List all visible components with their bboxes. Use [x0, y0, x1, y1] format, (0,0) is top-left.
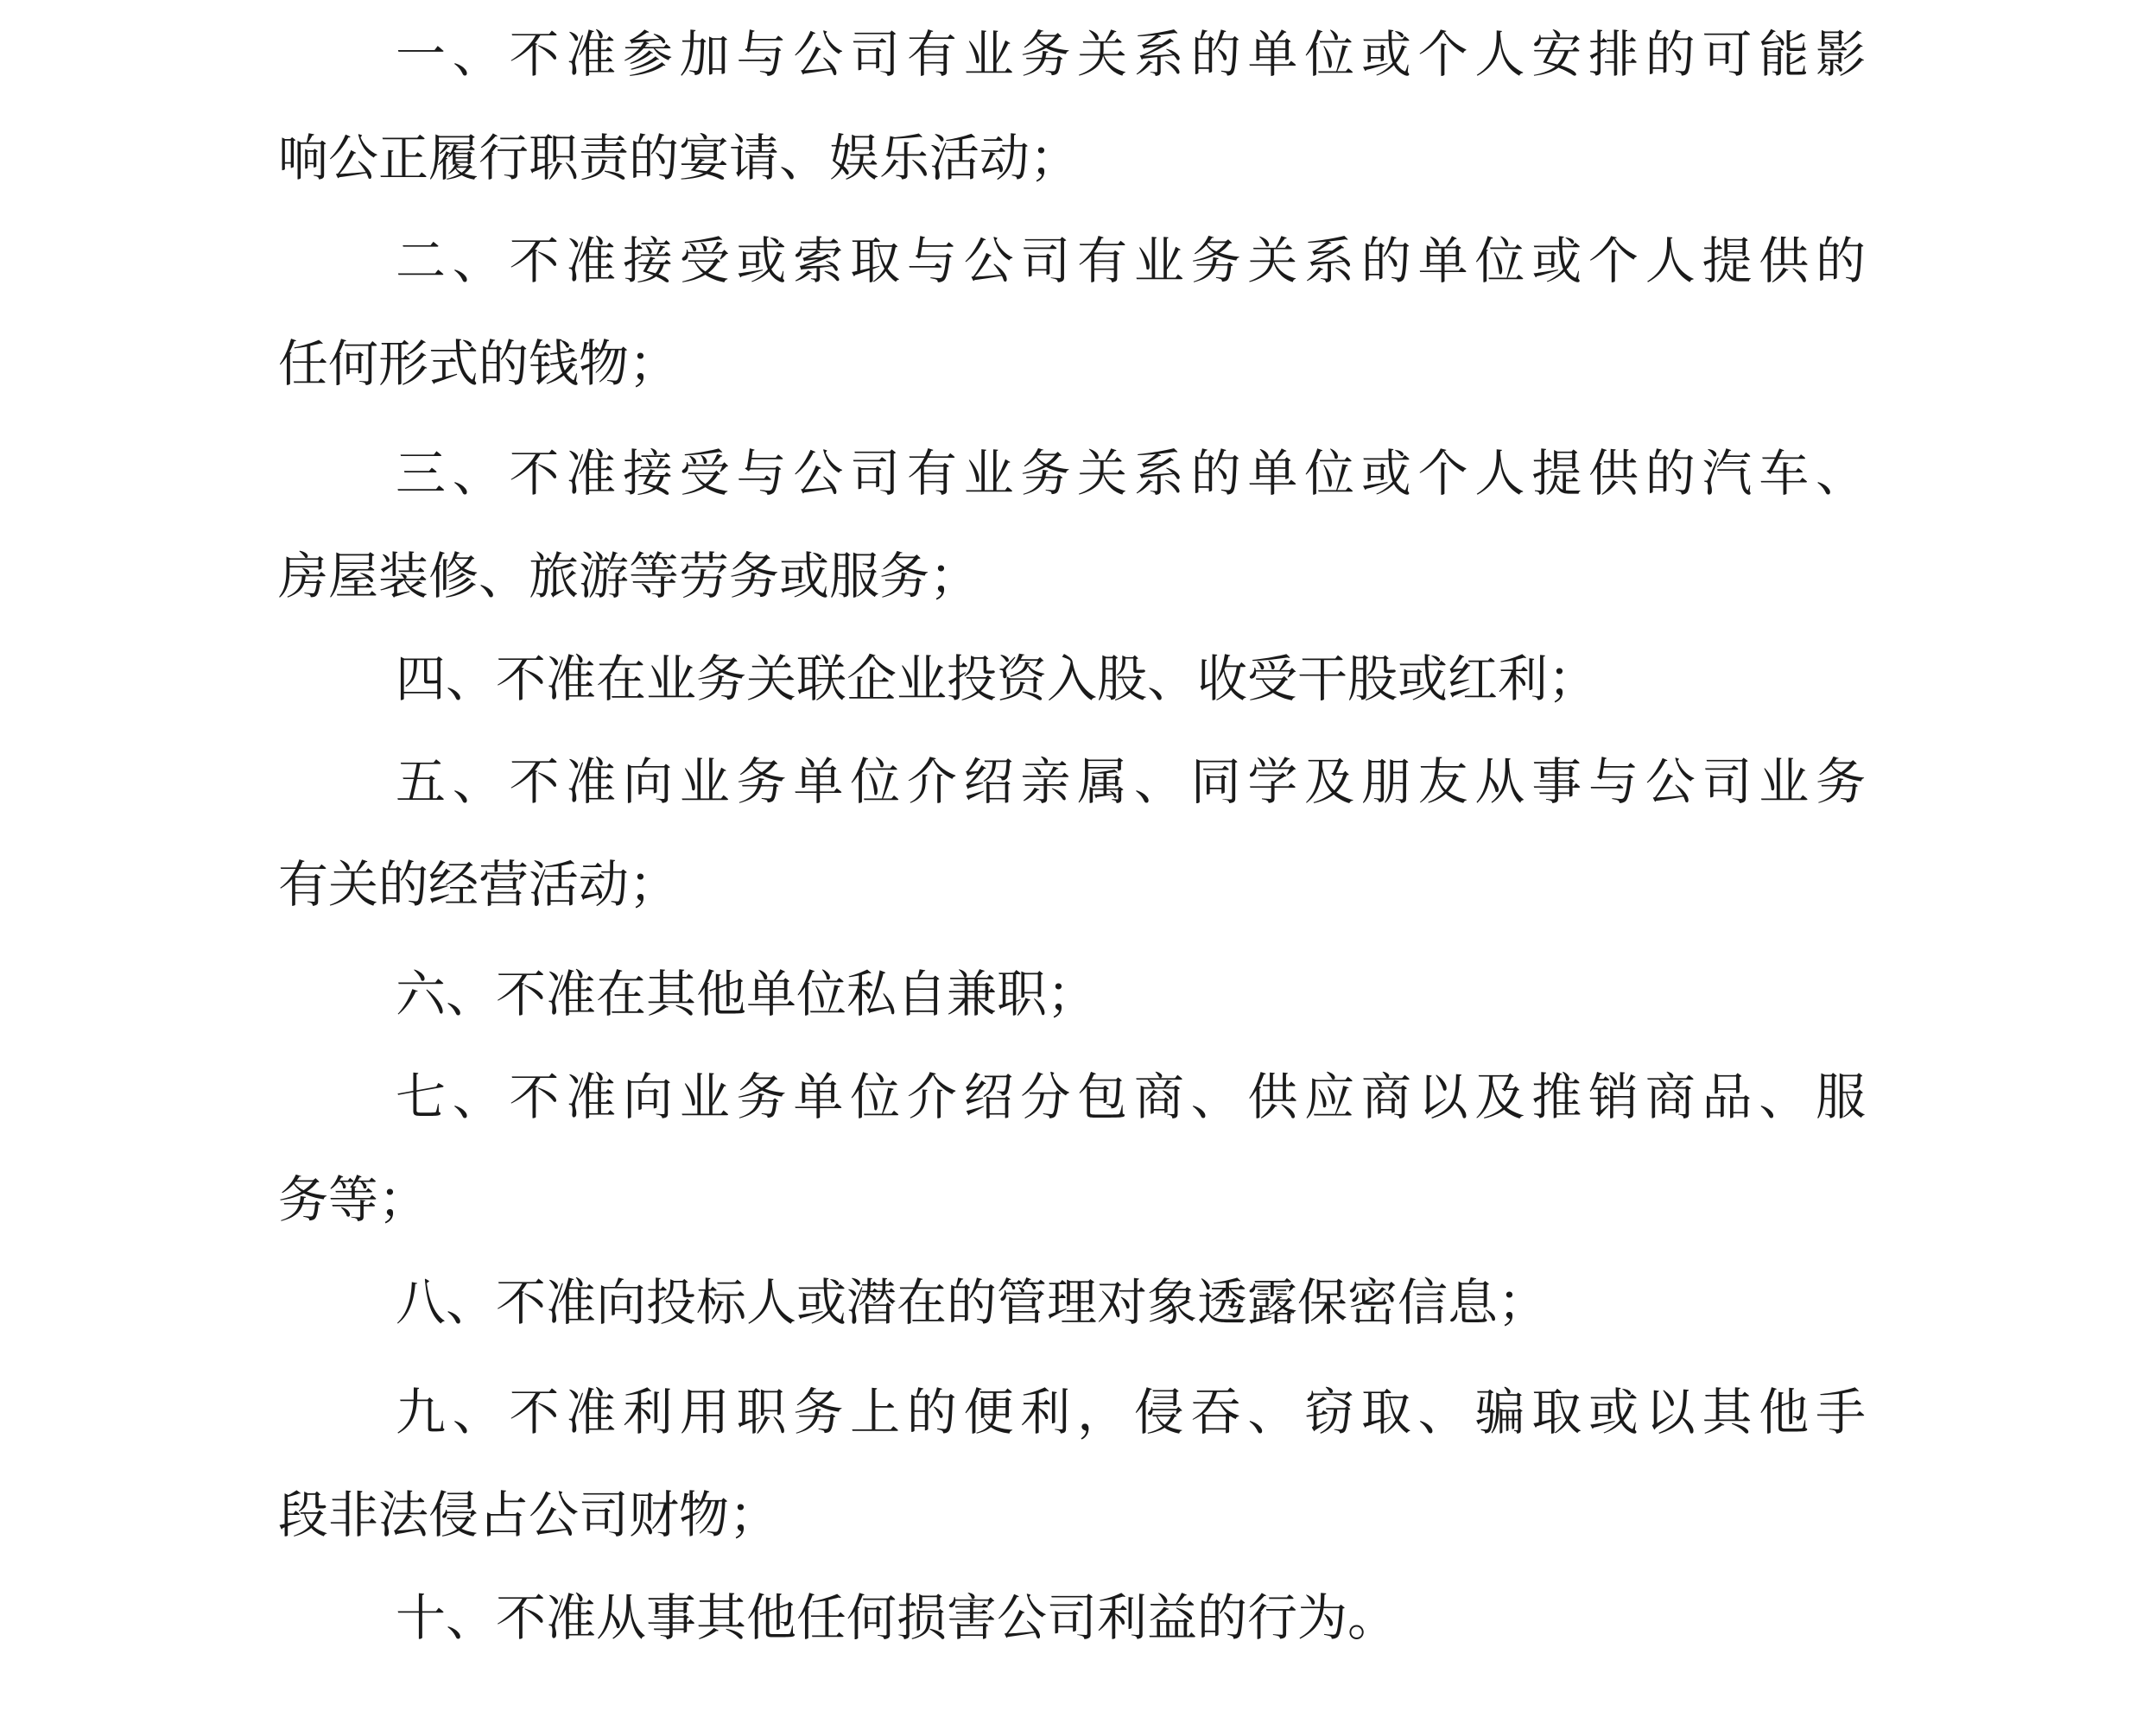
clause-line: 三、不准接受与公司有业务关系的单位或个人提供的汽车、 [396, 444, 1866, 503]
clause-continuation-line: 任何形式的钱物； [278, 334, 680, 393]
clause-line: 五、不准向业务单位介绍亲属、同学及朋友从事与公司业务 [396, 752, 1866, 811]
clause-line: 六、不准在其他单位私自兼职； [396, 965, 1098, 1023]
clause-continuation-line: 有关的经营活动； [278, 855, 680, 914]
clause-line: 七、不准向业务单位介绍分包商、供应商以及推销商品、服 [396, 1068, 1866, 1126]
clause-continuation-line: 务等； [278, 1170, 429, 1229]
clause-line: 四、不准在业务关联企业投资入股、收受干股或红利； [396, 649, 1599, 708]
clause-line: 九、不准利用职务上的便利，侵吞、窃取、骗取或以其他手 [396, 1383, 1866, 1441]
clause-line: 二、不准接受或索取与公司有业务关系的单位或个人提供的 [396, 231, 1866, 290]
clause-line: 一、不准参加与公司有业务关系的单位或个人安排的可能影 [396, 25, 1866, 84]
clause-line: 十、不准从事其他任何损害公司利益的行为。 [396, 1588, 1398, 1647]
clause-line: 八、不准向投标人或潜在的管理对象透露保密信息； [396, 1273, 1549, 1332]
clause-continuation-line: 段非法侵占公司财物； [278, 1486, 780, 1544]
clause-continuation-line: 响公正履行职责的宴请、娱乐活动； [278, 129, 1081, 187]
clause-continuation-line: 房屋装修、旅游等劳务或服务； [278, 547, 980, 605]
